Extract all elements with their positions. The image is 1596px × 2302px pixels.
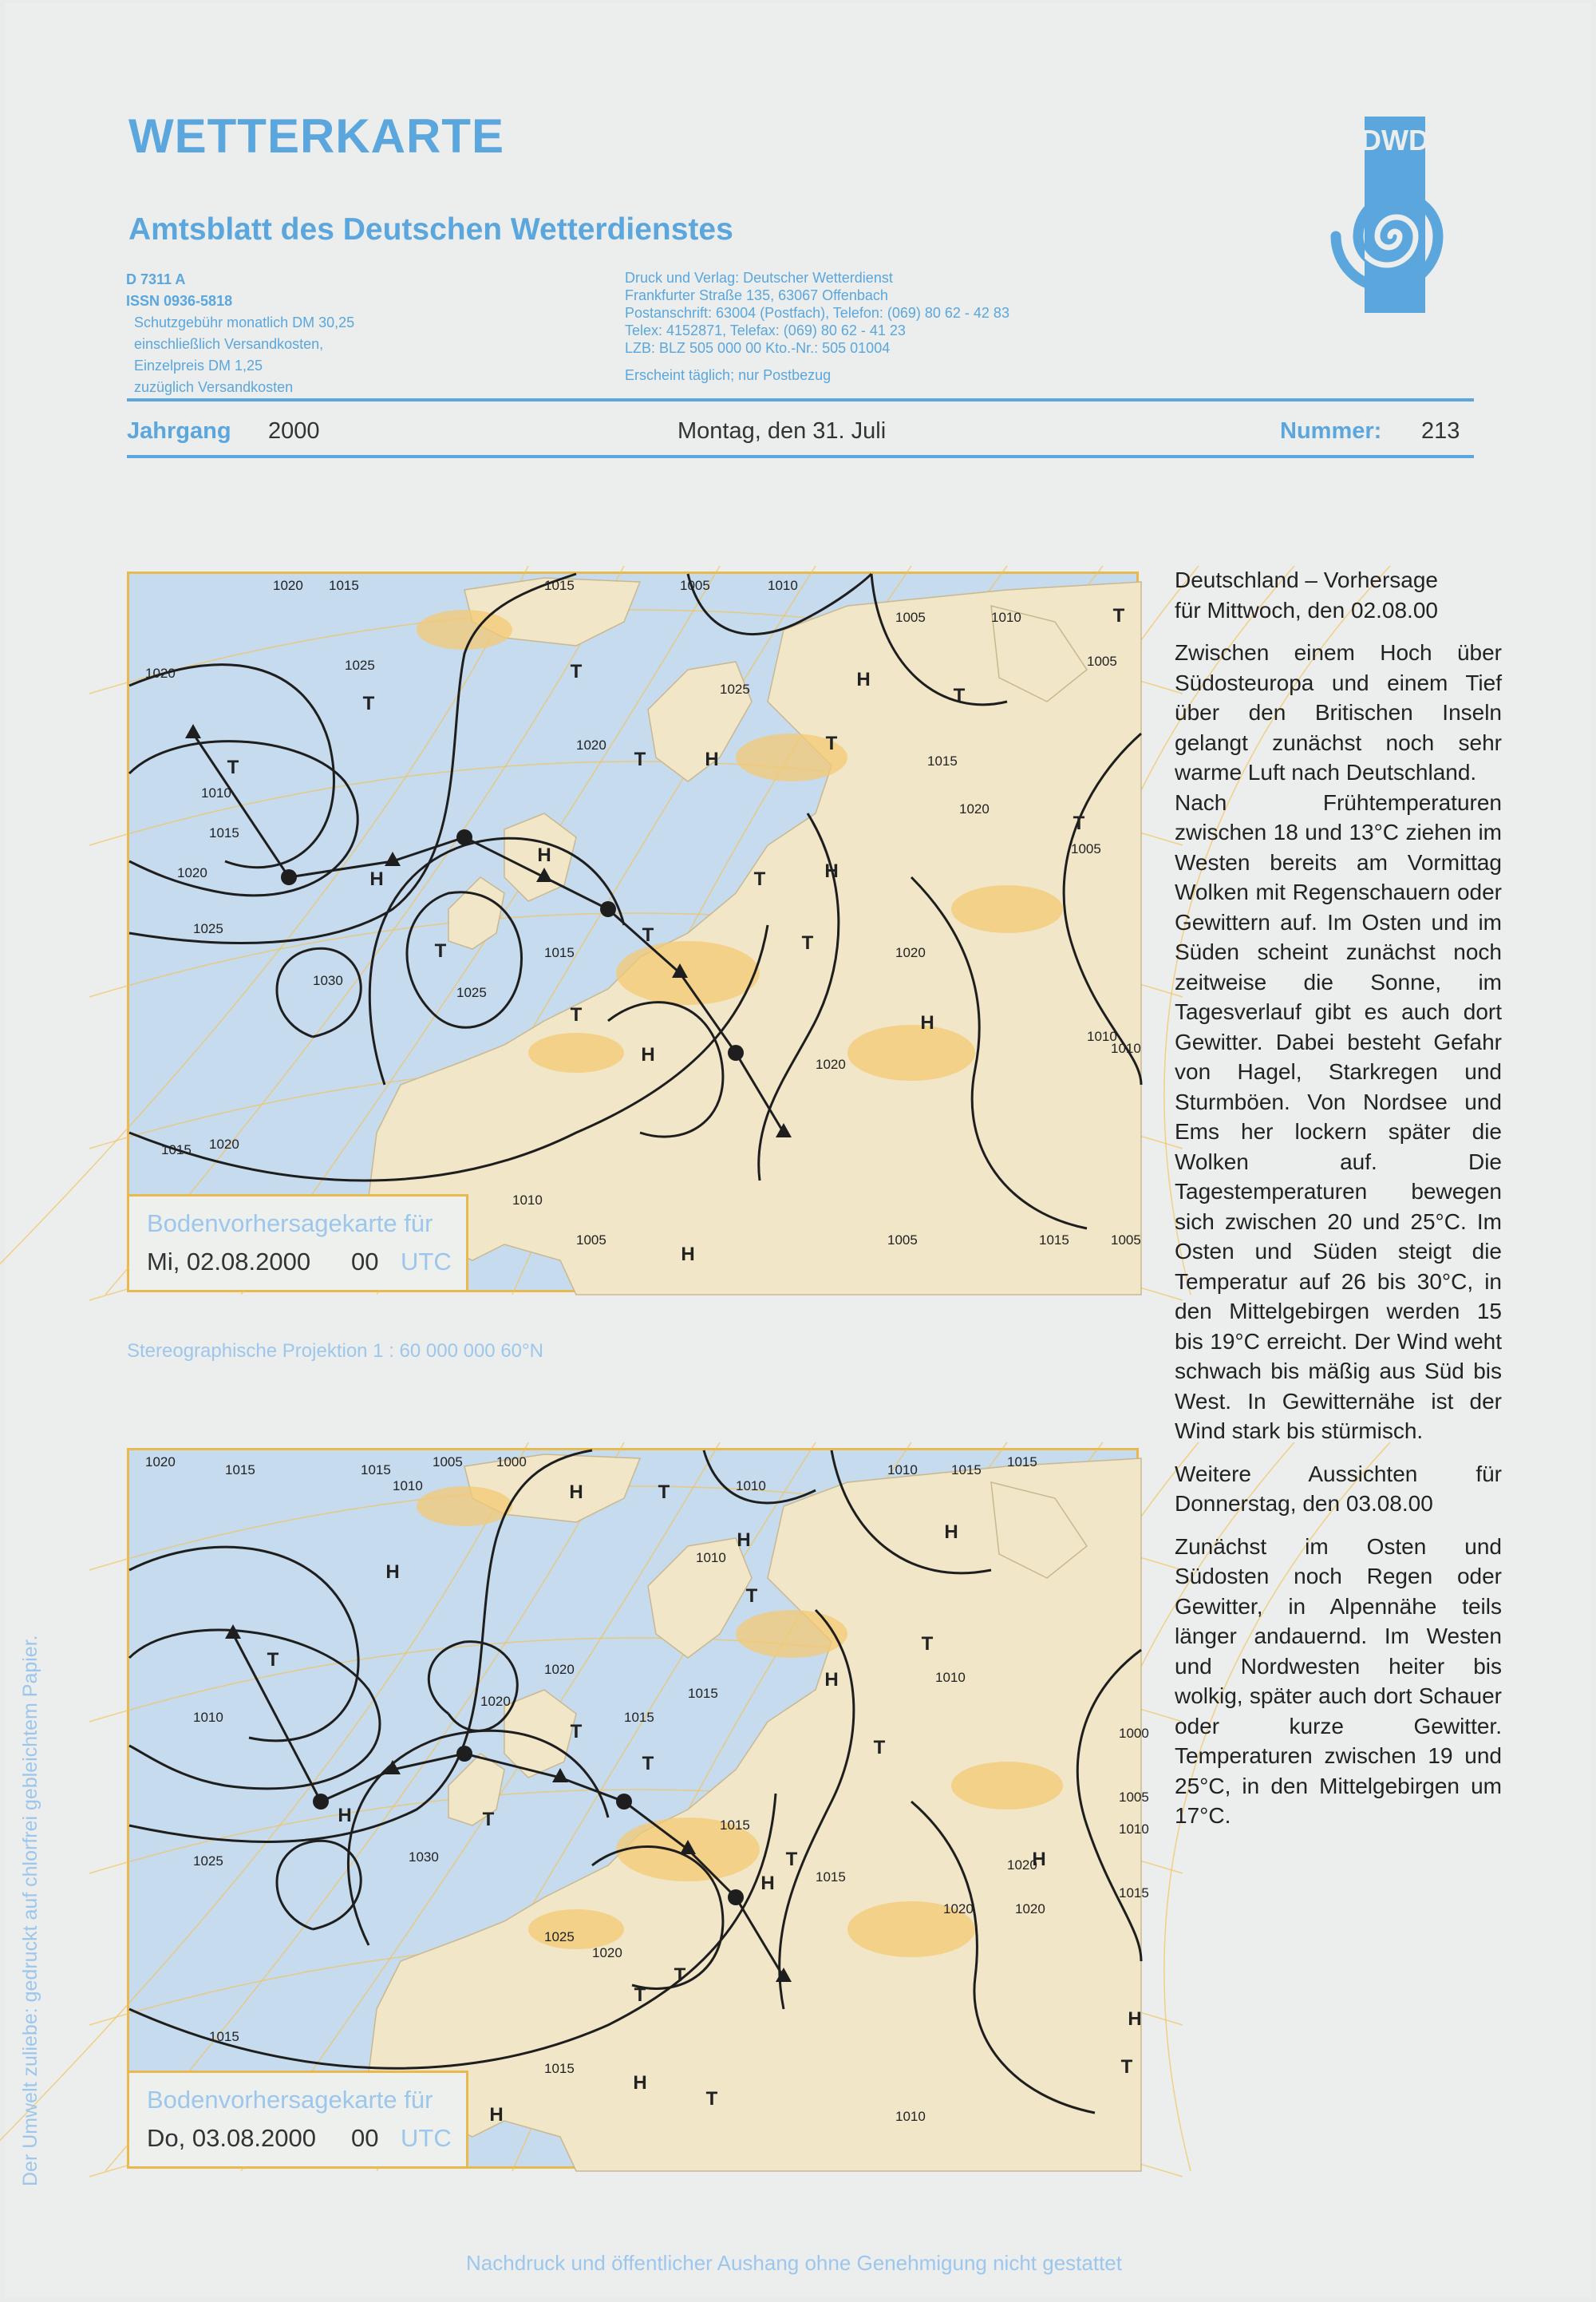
warm-front-marker <box>616 1794 632 1810</box>
cold-front-marker <box>185 724 201 738</box>
land-mass <box>448 877 504 949</box>
pressure-center-label: H <box>569 1481 583 1503</box>
pressure-center-label: H <box>369 868 384 890</box>
isobar-label: 1005 <box>895 610 926 625</box>
fee-line: zuzüglich Versandkosten <box>134 379 294 395</box>
map-2-label <box>129 2071 468 2166</box>
isobar-label: 1010 <box>736 1478 766 1493</box>
land-mass <box>648 662 752 781</box>
pressure-center-label: H <box>920 1012 934 1034</box>
projection-note: Stereographische Projektion 1 : 60 000 000 60°N <box>127 1340 543 1362</box>
isobar-label: 1015 <box>361 1462 391 1477</box>
header-rule-bottom <box>127 455 1474 458</box>
isobar-label: 1020 <box>544 1662 575 1677</box>
map-1-label-utc: UTC <box>401 1248 452 1276</box>
publication-info <box>126 269 354 398</box>
dwd-logo <box>1314 117 1473 316</box>
isobar-label: 1030 <box>409 1849 439 1865</box>
isobar-label: 1015 <box>624 1710 654 1725</box>
isobar-label: 1005 <box>680 578 710 593</box>
pressure-center-label: H <box>681 1244 695 1265</box>
isobar-label: 1025 <box>193 921 223 936</box>
highland <box>736 1610 847 1658</box>
isobar-label: 1010 <box>991 610 1021 625</box>
map-1-label-title: Bodenvorhersagekarte für <box>147 1209 433 1237</box>
isobar-label: 1015 <box>951 1462 982 1477</box>
isobar-label: 1020 <box>145 1454 176 1469</box>
weather-bulletin-page <box>5 3 1591 2297</box>
footer-note: Nachdruck und öffentlicher Aushang ohne Genehmigung nicht gestattet <box>466 2251 1122 2275</box>
isobar-label: 1020 <box>816 1057 846 1072</box>
pressure-center-label: H <box>1032 1849 1046 1870</box>
publisher-line: Frankfurter Straße 135, 63067 Offenbach <box>625 287 888 303</box>
pressure-center-label: H <box>705 749 719 770</box>
forecast-text <box>1175 565 1502 1831</box>
isobar-label: 1020 <box>959 801 990 817</box>
pressure-center-label: T <box>642 924 654 946</box>
isobar-label: 1020 <box>177 865 207 880</box>
isobar-label: 1020 <box>480 1694 511 1709</box>
isobar-label: 1025 <box>544 1929 575 1944</box>
isobar-label: 1005 <box>576 1232 606 1248</box>
pressure-center-label: T <box>674 1964 686 1986</box>
isobar-label: 1015 <box>1007 1454 1037 1469</box>
page-title: WETTERKARTE <box>128 109 504 163</box>
pressure-center-label: T <box>570 1004 583 1026</box>
publication-code: D 7311 A <box>126 271 186 287</box>
highland <box>847 1025 975 1081</box>
isobar-label: 1005 <box>1119 1790 1149 1805</box>
pressure-center-label: T <box>634 1984 646 2006</box>
isobar-label: 1010 <box>393 1478 423 1493</box>
pressure-center-label: T <box>362 693 375 714</box>
isobar-label: 1005 <box>1071 841 1101 856</box>
isobar-label: 1015 <box>1119 1885 1149 1901</box>
land-mass <box>448 1754 504 1825</box>
map-1-drawing <box>129 574 1141 1295</box>
isobar-label: 1010 <box>1087 1029 1117 1044</box>
warm-front-marker <box>313 1794 329 1810</box>
isobar-label: 1020 <box>1015 1901 1045 1916</box>
pressure-center-label: H <box>338 1805 352 1826</box>
isobar-label: 1015 <box>161 1142 192 1157</box>
pressure-center-label: T <box>745 1585 758 1607</box>
isobar-label: 1010 <box>1111 1041 1141 1056</box>
highland <box>417 1486 512 1526</box>
isobar-label: 1005 <box>433 1454 463 1469</box>
isobar-label: 1010 <box>895 2109 926 2124</box>
warm-front-marker <box>728 1045 744 1061</box>
pressure-center-label: H <box>824 860 839 882</box>
isobar-label: 1010 <box>512 1193 543 1208</box>
isobar-label: 1010 <box>1119 1821 1149 1837</box>
pressure-center-label: T <box>1112 605 1125 627</box>
pressure-center-label: T <box>634 749 646 770</box>
map-2-label-hour: 00 <box>351 2124 379 2152</box>
highland <box>951 1762 1063 1810</box>
isobar-label: 1015 <box>209 825 239 841</box>
isobar-label: 1025 <box>720 682 750 697</box>
isobar-label: 1015 <box>209 2029 239 2044</box>
isobar-label: 1010 <box>201 785 231 801</box>
header-rule-top <box>127 398 1474 401</box>
publisher-line: Postanschrift: 63004 (Postfach), Telefon: (069) 80 62 - 42 83 <box>625 305 1009 321</box>
forecast-paragraph-2: Zunächst im Osten und Südosten noch Regen oder Gewitter, in Alpennähe teils länger andauernd. Im Westen und Nordwesten heiter bis wolkig, später auch dort Schauer oder kurze Gewitter. Temperaturen zwischen 19 und 25°C, in den Mittelgebirgen um 17°C. <box>1175 1533 1502 1828</box>
nummer-label: Nummer: <box>1280 418 1382 444</box>
warm-front-marker <box>281 869 297 885</box>
isobar-label: 1015 <box>225 1462 255 1477</box>
highland <box>951 885 1063 933</box>
pressure-center-label: H <box>737 1529 751 1551</box>
isobar-label: 1005 <box>1111 1232 1141 1248</box>
warm-front-marker <box>600 901 616 917</box>
pressure-center-label: T <box>434 940 447 962</box>
warm-front-marker <box>456 1746 472 1762</box>
pressure-center-label: H <box>489 2104 504 2126</box>
pressure-center-label: T <box>482 1809 495 1830</box>
highland <box>616 941 760 1005</box>
isobar-label: 1010 <box>935 1670 966 1685</box>
map-2-label-date: Do, 03.08.2000 <box>147 2124 317 2152</box>
isobar-label: 1005 <box>1087 654 1117 669</box>
isobar-label: 1010 <box>768 578 798 593</box>
map-2-drawing <box>129 1450 1149 2171</box>
isobar-line <box>429 1642 517 1731</box>
isobar-label: 1010 <box>696 1550 726 1565</box>
publisher-line: Erscheint täglich; nur Postbezug <box>625 367 832 383</box>
forecast-heading-1: Deutschland – Vorhersage für Mittwoch, den 02.08.00 <box>1175 568 1438 623</box>
map-1-label-hour: 00 <box>351 1248 379 1276</box>
isobar-line <box>129 1547 358 1741</box>
fee-line: einschließlich Versandkosten, <box>134 336 324 352</box>
isobar-line <box>704 1450 816 1503</box>
isobar-label: 1025 <box>193 1853 223 1869</box>
isobar-label: 1015 <box>544 2061 575 2076</box>
pressure-center-label: T <box>227 757 239 778</box>
isobar-label: 1025 <box>456 985 487 1000</box>
pressure-center-label: T <box>570 1721 583 1742</box>
pressure-center-label: T <box>753 868 766 890</box>
pressure-center-label: H <box>633 2072 647 2094</box>
pressure-center-label: T <box>705 2088 718 2110</box>
isobar-label: 1015 <box>329 578 359 593</box>
logo-text: DWD <box>1361 124 1429 156</box>
isobar-label: 1030 <box>313 973 343 988</box>
forecast-map-2 <box>127 1448 1149 2169</box>
isobar-label: 1020 <box>273 578 303 593</box>
nummer-value: 213 <box>1421 418 1460 444</box>
fee-line: Einzelpreis DM 1,25 <box>134 358 263 374</box>
pressure-center-label: T <box>873 1737 886 1758</box>
isobar-label: 1020 <box>1007 1857 1037 1873</box>
pressure-center-label: T <box>953 685 966 706</box>
isobar-label: 1015 <box>544 945 575 960</box>
pressure-center-label: T <box>825 733 838 754</box>
issue-date: Montag, den 31. Juli <box>678 418 887 444</box>
isobar-label: 1010 <box>887 1462 918 1477</box>
isobar-label: 1015 <box>688 1686 718 1701</box>
pressure-center-label: H <box>760 1873 775 1894</box>
isobar-label: 1015 <box>544 578 575 593</box>
publisher-info <box>625 269 1009 384</box>
isobar-label: 1020 <box>145 666 176 681</box>
isobar-label: 1015 <box>1039 1232 1069 1248</box>
isobar-label: 1020 <box>592 1945 622 1960</box>
pressure-center-label: H <box>1128 2008 1142 2030</box>
isobar-label: 1020 <box>576 738 606 753</box>
pressure-center-label: H <box>944 1521 958 1543</box>
pressure-center-label: T <box>267 1649 279 1671</box>
pressure-center-label: T <box>570 661 583 682</box>
pressure-center-label: T <box>785 1849 798 1870</box>
pressure-center-label: H <box>641 1044 655 1066</box>
pressure-center-label: H <box>537 844 551 866</box>
isobar-label: 1000 <box>496 1454 527 1469</box>
pressure-center-label: T <box>658 1481 670 1503</box>
isobar-label: 1020 <box>895 945 926 960</box>
isobar-label: 1025 <box>345 658 375 673</box>
pressure-center-label: H <box>385 1561 400 1583</box>
page-subtitle: Amtsblatt des Deutschen Wetterdienstes <box>128 212 733 247</box>
isobar-label: 1015 <box>816 1869 846 1885</box>
warm-front-marker <box>456 829 472 845</box>
isobar-label: 1000 <box>1119 1726 1149 1741</box>
publisher-line: LZB: BLZ 505 000 00 Kto.-Nr.: 505 01004 <box>625 340 891 356</box>
isobar-label: 1015 <box>927 753 958 769</box>
pressure-center-label: T <box>1120 2056 1133 2078</box>
highland <box>417 610 512 650</box>
pressure-center-label: T <box>642 1753 654 1774</box>
forecast-paragraph-1a: Zwischen einem Hoch über Südosteuropa und einem Tief über den Britischen Inseln gelangt zunächst noch sehr warme Luft nach Deutschland. <box>1175 640 1502 785</box>
pressure-center-label: T <box>1073 813 1085 834</box>
isobar-line <box>129 1630 380 1789</box>
issn: ISSN 0936-5818 <box>126 293 233 309</box>
isobar-label: 1015 <box>720 1817 750 1833</box>
forecast-map-1 <box>127 572 1139 1292</box>
highland <box>528 1033 624 1073</box>
pressure-center-label: H <box>856 669 871 690</box>
map-1-label <box>129 1194 468 1290</box>
jahrgang-label: Jahrgang <box>127 418 231 444</box>
map-1-label-date: Mi, 02.08.2000 <box>147 1248 311 1276</box>
pressure-center-label: T <box>921 1633 934 1655</box>
warm-front-marker <box>728 1889 744 1905</box>
map-2-label-utc: UTC <box>401 2124 452 2152</box>
isobar-label: 1020 <box>943 1901 974 1916</box>
fee-line: Schutzgebühr monatlich DM 30,25 <box>134 314 355 330</box>
pressure-center-label: H <box>824 1669 839 1691</box>
jahrgang-value: 2000 <box>268 418 320 444</box>
pressure-center-label: T <box>801 932 814 954</box>
publisher-line: Telex: 4152871, Telefax: (069) 80 62 - 41 23 <box>625 322 906 338</box>
isobar-label: 1010 <box>193 1710 223 1725</box>
environment-note: Der Umwelt zuliebe: gedruckt auf chlorfrei gebleichtem Papier. <box>19 1635 41 2186</box>
isobar-label: 1005 <box>887 1232 918 1248</box>
highland <box>528 1909 624 1949</box>
isobar-label: 1020 <box>209 1137 239 1152</box>
map-2-label-title: Bodenvorhersagekarte für <box>147 2086 433 2114</box>
forecast-paragraph-1b: Nach Frühtemperaturen zwischen 18 und 13°C ziehen im Westen bereits am Vormittag Wolken mit Regenschauern oder Gewittern auf. Im Osten und im Süden scheint zunächst noch zeitweise die Sonne, im Tagesverlauf gibt es auch dort Gewitter. Dabei besteht Gefahr von Hagel, Starkregen und Sturmböen. Von Nordsee und Ems her lockern später die Wolken auf. Die Tagestemperaturen bewegen sich zwischen 20 und 25°C. Im Osten und Süden steigt die Temperatur auf 26 bis 30°C, in den Mittelgebirgen werden 15 bis 19°C erreicht. Der Wind weht schwach bis mäßig aus Süd bis West. In Gewitternähe ist der Wind stark bis stürmisch. <box>1175 789 1502 1443</box>
forecast-heading-2: Weitere Aussichten für Donnerstag, den 03.08.00 <box>1175 1461 1502 1516</box>
publisher-line: Druck und Verlag: Deutscher Wetterdienst <box>625 270 893 286</box>
